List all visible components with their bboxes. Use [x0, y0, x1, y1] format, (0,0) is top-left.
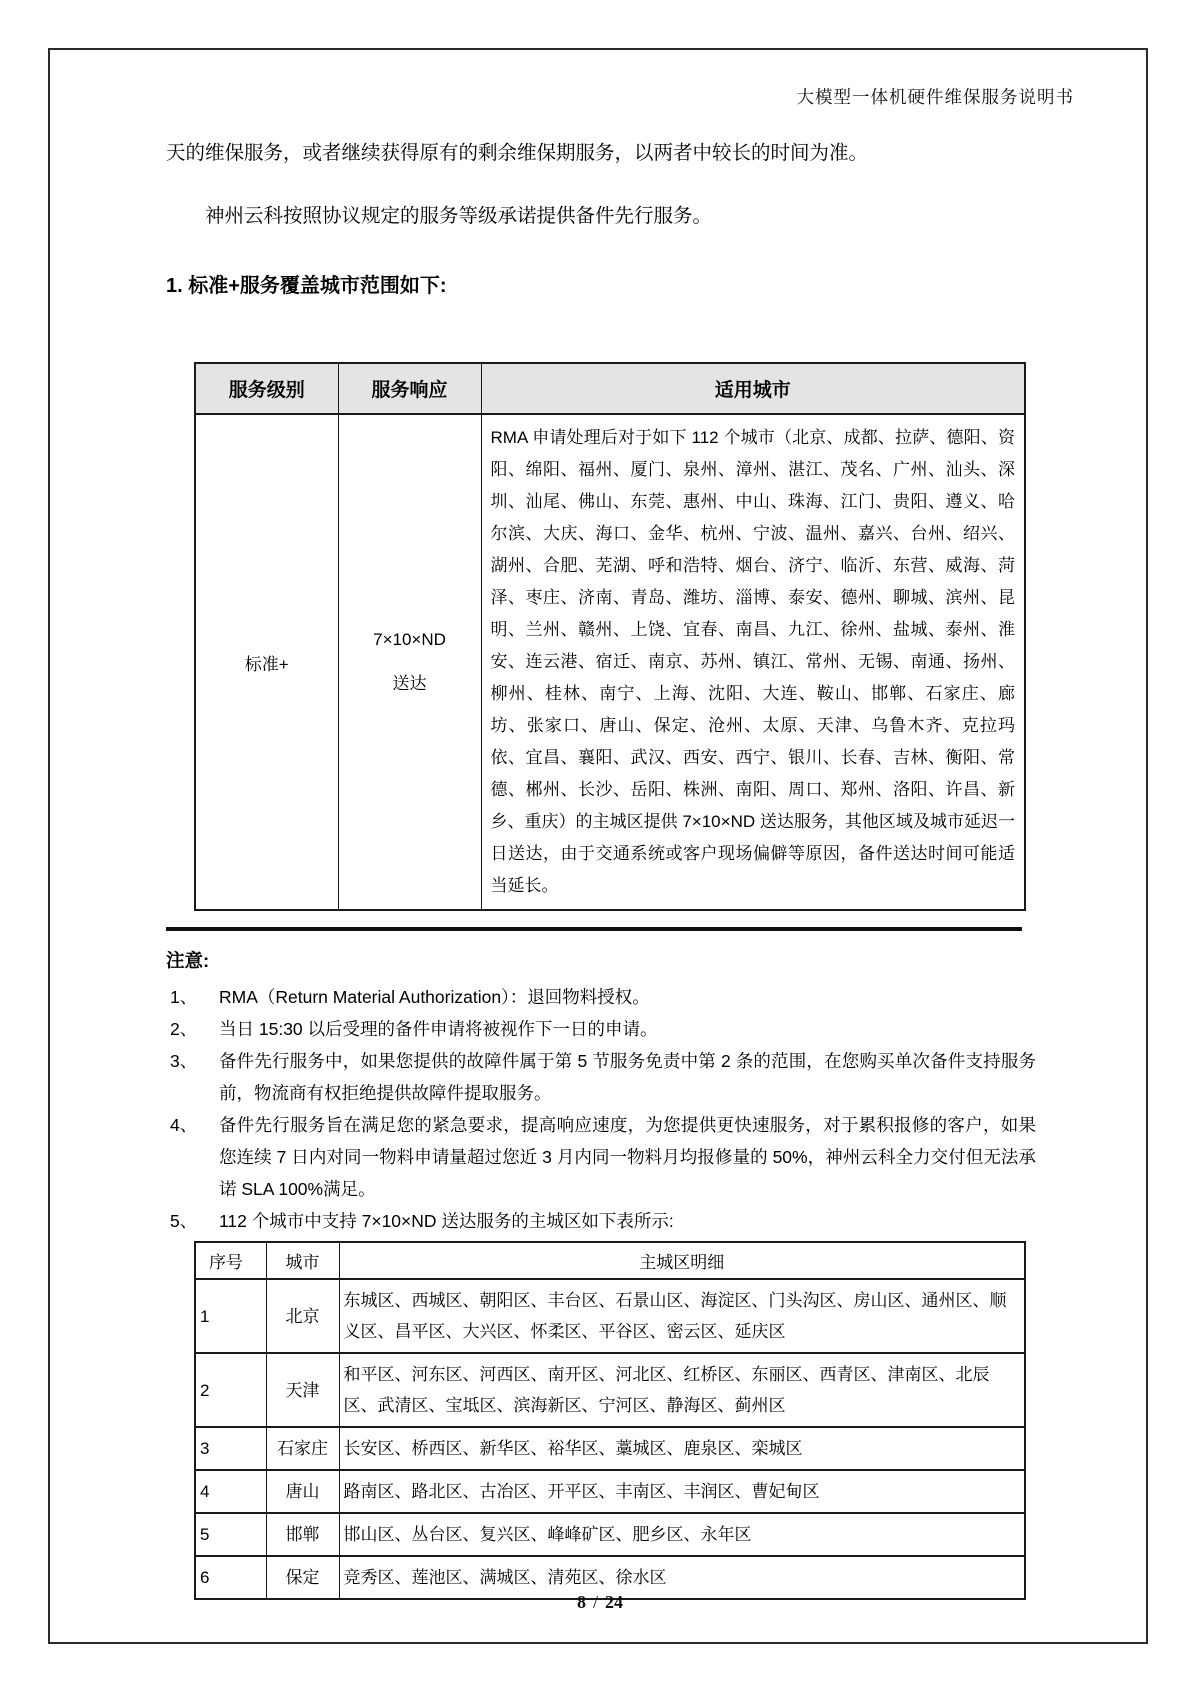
service-table-row: [195, 414, 1025, 910]
section-divider-rule: [166, 927, 1022, 931]
service-response-line2: 送达: [392, 674, 427, 693]
paragraph-service-promise: 神州云科按照协议规定的服务等级承诺提供备件先行服务。: [205, 205, 713, 227]
col-header-service-response: 服务响应: [338, 363, 481, 414]
cell-index: 2: [195, 1353, 266, 1427]
cell-districts: 竞秀区、莲池区、满城区、清苑区、徐水区: [339, 1556, 1025, 1599]
note-item: [170, 981, 1036, 1013]
page-number-total: 24: [605, 1592, 623, 1612]
notes-heading: 注意:: [166, 950, 210, 971]
note-item: [170, 1013, 1036, 1045]
cell-districts: 和平区、河东区、河西区、南开区、河北区、红桥区、东丽区、西青区、津南区、北辰区、武清区、宝坻区、滨海新区、宁河区、静海区、蓟州区: [339, 1353, 1025, 1427]
note-text: 112 个城市中支持 7×10×ND 送达服务的主城区如下表所示:: [219, 1211, 674, 1231]
cell-districts: 东城区、西城区、朝阳区、丰台区、石景山区、海淀区、门头沟区、房山区、通州区、顺义区、昌平区、大兴区、怀柔区、平谷区、密云区、延庆区: [339, 1279, 1025, 1353]
district-row-beijing: [195, 1279, 1025, 1353]
page-number: [0, 1592, 1200, 1613]
cell-index: 5: [195, 1513, 266, 1556]
service-coverage-table: [194, 362, 1026, 911]
cell-index: 1: [195, 1279, 266, 1353]
district-table-header-row: [195, 1242, 1025, 1279]
cell-city: 石家庄: [266, 1427, 339, 1470]
note-text: 备件先行服务旨在满足您的紧急要求，提高响应速度，为您提供更快速服务，对于累积报修的客户，如果您连续 7 日内对同一物料申请量超过您近 3 月内同一物料月均报修量的 50%，神州云科全力交付但无法承诺 SLA 100%满足。: [219, 1115, 1036, 1199]
page-number-separator: /: [592, 1592, 598, 1612]
note-item: [170, 1205, 1036, 1237]
district-detail-table: [194, 1241, 1026, 1600]
cell-city: 保定: [266, 1556, 339, 1599]
cell-districts: 邯山区、丛台区、复兴区、峰峰矿区、肥乡区、永年区: [339, 1513, 1025, 1556]
note-item: [170, 1045, 1036, 1109]
cell-index: 3: [195, 1427, 266, 1470]
notes-list: [170, 981, 1036, 1237]
note-item: [170, 1109, 1036, 1205]
cell-city: 邯郸: [266, 1513, 339, 1556]
note-text: 备件先行服务中，如果您提供的故障件属于第 5 节服务免责中第 2 条的范围，在您购买单次备件支持服务前，物流商有权拒绝提供故障件提取服务。: [219, 1051, 1036, 1103]
col-header-city: 城市: [266, 1242, 339, 1279]
col-header-index: 序号: [195, 1242, 266, 1279]
service-table-header-row: [195, 363, 1025, 414]
cell-index: 6: [195, 1556, 266, 1599]
service-response-line1: 7×10×ND: [373, 630, 446, 649]
cell-service-level: 标准+: [195, 414, 338, 910]
paragraph-warranty-continuation: 天的维保服务，或者继续获得原有的剩余维保期服务，以两者中较长的时间为准。: [166, 142, 869, 164]
note-text: 当日 15:30 以后受理的备件申请将被视作下一日的申请。: [219, 1019, 658, 1039]
note-number: 1、: [170, 987, 198, 1007]
cell-service-response: [338, 414, 481, 910]
cell-city: 北京: [266, 1279, 339, 1353]
section-heading: 1. 标准+服务覆盖城市范围如下:: [166, 275, 447, 297]
note-text: RMA（Return Material Authorization）：退回物料授权。: [219, 987, 650, 1007]
document-header-title: 大模型一体机硬件维保服务说明书: [796, 87, 1074, 107]
page-number-current: 8: [576, 1592, 586, 1612]
note-number: 2、: [170, 1019, 198, 1039]
cell-city: 唐山: [266, 1470, 339, 1513]
col-header-service-level: 服务级别: [195, 363, 338, 414]
col-header-district-detail: 主城区明细: [339, 1242, 1025, 1279]
note-number: 5、: [170, 1211, 198, 1231]
cell-city: 天津: [266, 1353, 339, 1427]
note-number: 3、: [170, 1051, 198, 1071]
cell-districts: 长安区、桥西区、新华区、裕华区、藁城区、鹿泉区、栾城区: [339, 1427, 1025, 1470]
cell-applicable-cities: RMA 申请处理后对于如下 112 个城市（北京、成都、拉萨、德阳、资阳、绵阳、福州、厦门、泉州、漳州、湛江、茂名、广州、汕头、深圳、汕尾、佛山、东莞、惠州、中山、珠海、江门、贵阳、遵义、哈尔滨、大庆、海口、金华、杭州、宁波、温州、嘉兴、台州、绍兴、湖州、合肥、芜湖、呼和浩特、烟台、济宁、临沂、东营、威海、菏泽、枣庄、济南、青岛、潍坊、淄博、泰安、德州、聊城、滨州、昆明、兰州、赣州、上饶、宜春、南昌、九江、徐州、盐城、泰州、淮安、连云港、宿迁、南京、苏州、镇江、常州、无锡、南通、扬州、柳州、桂林、南宁、上海、沈阳、大连、鞍山、邯郸、石家庄、廊坊、张家口、唐山、保定、沧州、太原、天津、乌鲁木齐、克拉玛依、宜昌、襄阳、武汉、西安、西宁、银川、长春、吉林、衡阳、常德、郴州、长沙、岳阳、株洲、南阳、周口、郑州、洛阳、许昌、新乡、重庆）的主城区提供 7×10×ND 送达服务，其他区域及城市延迟一日送达，由于交通系统或客户现场偏僻等原因，备件送达时间可能适当延长。: [481, 414, 1025, 910]
col-header-applicable-cities: 适用城市: [481, 363, 1025, 414]
note-number: 4、: [170, 1115, 198, 1135]
district-row-tianjin: [195, 1353, 1025, 1427]
cell-index: 4: [195, 1470, 266, 1513]
district-row-handan: [195, 1513, 1025, 1556]
cell-districts: 路南区、路北区、古冶区、开平区、丰南区、丰润区、曹妃甸区: [339, 1470, 1025, 1513]
district-row-tangshan: [195, 1470, 1025, 1513]
content-area: [166, 0, 1036, 1600]
district-row-shijiazhuang: [195, 1427, 1025, 1470]
